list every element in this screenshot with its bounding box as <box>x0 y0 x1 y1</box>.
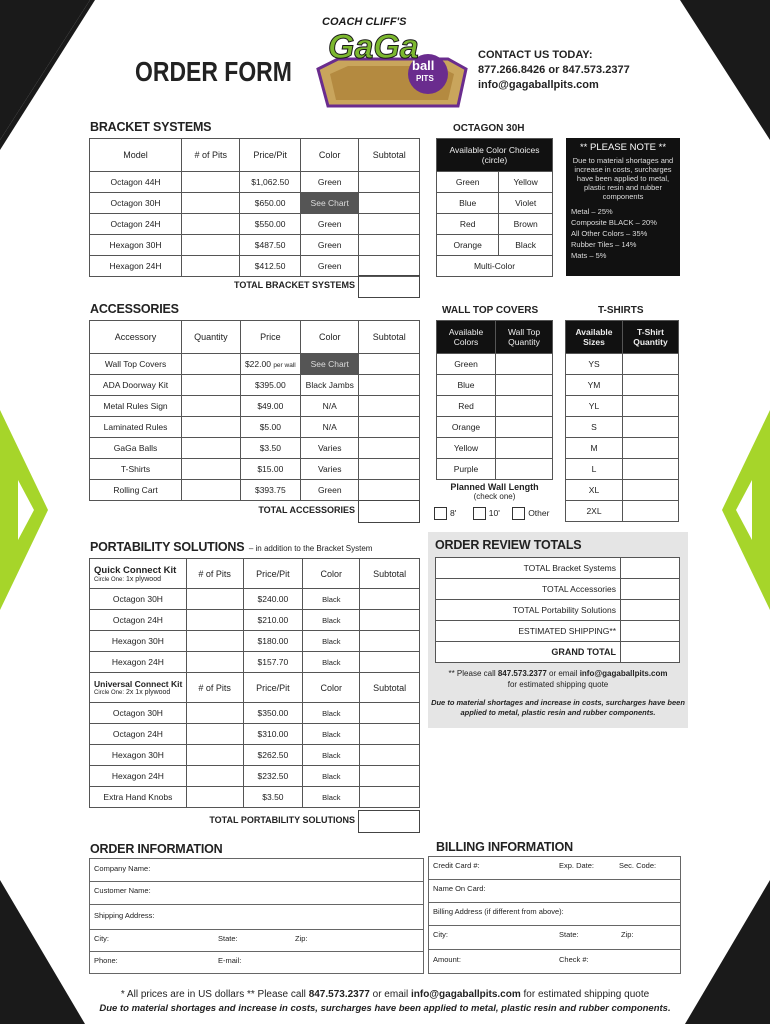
qty-input[interactable] <box>496 375 553 396</box>
table-row: Hexagon 30H $180.00 Black <box>90 631 420 652</box>
subtotal-field[interactable] <box>359 172 420 193</box>
qty-input[interactable] <box>182 417 241 438</box>
checkbox-10[interactable] <box>473 507 486 520</box>
bracket-title: BRACKET SYSTEMS <box>90 120 212 134</box>
total-field[interactable] <box>621 579 680 600</box>
pits-input[interactable] <box>186 703 243 724</box>
zip-field[interactable]: Zip: <box>295 934 308 943</box>
col-subtotal: Subtotal <box>359 139 420 172</box>
accessories-total-label: TOTAL ACCESSORIES <box>258 505 355 515</box>
subtotal-field[interactable] <box>360 787 420 808</box>
table-row: Octagon 30H $350.00 Black <box>90 703 420 724</box>
bracket-table <box>89 138 420 277</box>
pits-input[interactable] <box>186 652 243 673</box>
col-color: Color <box>300 139 358 172</box>
portability-total-label: TOTAL PORTABILITY SOLUTIONS <box>209 815 355 825</box>
qty-input[interactable] <box>182 480 241 501</box>
pits-input[interactable] <box>186 766 243 787</box>
tshirts-table: Available Sizes T-Shirt Quantity YS YM YL S M L XL 2XL <box>565 320 679 522</box>
state-field[interactable]: State: <box>218 934 238 943</box>
table-row: Hexagon 24H $157.70 Black <box>90 652 420 673</box>
qty-input[interactable] <box>496 396 553 417</box>
checkbox-8[interactable] <box>434 507 447 520</box>
qty-input[interactable] <box>496 459 553 480</box>
billing-title: BILLING INFORMATION <box>436 840 573 854</box>
table-row: Octagon 24H $210.00 Black <box>90 610 420 631</box>
note-title: ** PLEASE NOTE ** <box>579 142 667 153</box>
billing-zip-field[interactable]: Zip: <box>621 930 634 939</box>
order-form-title: ORDER FORM <box>135 56 292 87</box>
pits-input[interactable] <box>182 172 240 193</box>
company-field[interactable]: Company Name: <box>94 864 151 873</box>
subtotal-field[interactable] <box>360 589 420 610</box>
order-info-box <box>89 858 424 974</box>
phone-field[interactable]: Phone: <box>94 956 118 965</box>
table-row: Rolling Cart $393.75 Green <box>90 480 420 501</box>
octagon30-title: OCTAGON 30H <box>453 123 525 134</box>
corner-top-right <box>680 0 770 140</box>
subtotal-field[interactable] <box>360 766 420 787</box>
walltop-title: WALL TOP COVERS <box>442 305 539 316</box>
amount-field[interactable]: Amount: <box>433 955 461 964</box>
planned-wall: Planned Wall Length (check one) <box>450 482 539 501</box>
subtotal-field[interactable] <box>359 375 420 396</box>
col-price: Price/Pit <box>240 139 301 172</box>
footer-line-1: * All prices are in US dollars ** Please call 847.573.2377 or email info@gagaballpits.com for estimated shipping quote <box>120 989 650 1000</box>
col-pits: # of Pits <box>182 139 240 172</box>
pits-input[interactable] <box>186 610 243 631</box>
subtotal-field[interactable] <box>359 256 420 277</box>
table-row: T-Shirts $15.00 Varies <box>90 459 420 480</box>
table-row: Metal Rules Sign $49.00 N/A <box>90 396 420 417</box>
table-row: Hexagon 30H $262.50 Black <box>90 745 420 766</box>
table-row: Wall Top Covers $22.00 per wall See Chart <box>90 354 420 375</box>
table-row: Extra Hand Knobs $3.50 Black <box>90 787 420 808</box>
customer-field[interactable]: Customer Name: <box>94 886 151 895</box>
color-option[interactable]: Green <box>437 172 499 193</box>
color-option[interactable]: Multi-Color <box>437 256 553 277</box>
qty-input[interactable] <box>623 417 679 438</box>
color-option[interactable]: Yellow <box>499 172 553 193</box>
note-body: Due to material shortages and increase in costs, surcharges have been applied to metal, plastic resin and rubber components <box>572 156 674 201</box>
total-field[interactable] <box>621 600 680 621</box>
shipping-field[interactable]: Shipping Address: <box>94 911 155 920</box>
checkbox-other[interactable] <box>512 507 525 520</box>
grand-total-field[interactable] <box>621 642 680 663</box>
table-row: Octagon 44H $1,062.50 Green <box>90 172 420 193</box>
subtotal-field[interactable] <box>359 193 420 214</box>
name-on-card-field[interactable]: Name On Card: <box>433 884 486 893</box>
city-field[interactable]: City: <box>94 934 109 943</box>
table-row: Hexagon 24H $412.50 Green <box>90 256 420 277</box>
portability-total-field[interactable] <box>358 810 420 833</box>
portability-heading: PORTABILITY SOLUTIONS – in addition to the Bracket System <box>90 540 373 554</box>
qty-input[interactable] <box>623 375 679 396</box>
table-row: Laminated Rules $5.00 N/A <box>90 417 420 438</box>
table-row: ADA Doorway Kit $395.00 Black Jambs <box>90 375 420 396</box>
table-row: Octagon 24H $310.00 Black <box>90 724 420 745</box>
qty-input[interactable] <box>623 459 679 480</box>
pits-input[interactable] <box>186 631 243 652</box>
accessories-table: Accessory Quantity Price Color Subtotal Wall Top Covers $22.00 per wall See Chart ADA Doorway Kit $395.00 Black Jambs Metal Rules Sign $49.00 N/A Laminated Rules $5.00 N/A GaGa Balls $3.50 Varies T-Shirts $15.00 Varies Rolling Cart $393.75 Green <box>89 320 420 501</box>
subtotal-field[interactable] <box>359 480 420 501</box>
billing-box <box>428 856 681 974</box>
subtotal-field[interactable] <box>360 703 420 724</box>
quick-connect-table: Quick Connect Kit Circle One: 1x plywood # of Pits Price/Pit Color Subtotal Octagon 30H $240.00 Black Octagon 24H $210.00 Black Hexagon 30H $180.00 Black Hexagon 24H $157.70 Black Universal Connect Kit Circle One: 2x 1x plywood # of Pits Price/Pit Color Subtotal Octagon 30H $350.00 Black Octagon 24H $310.00 Black Hexagon 30H $262.50 Black Hexagon 24H $232.50 Black Extra Hand Knobs $3.50 Black <box>89 558 420 808</box>
table-row: Octagon 24H $550.00 Green <box>90 214 420 235</box>
qty-input[interactable] <box>623 438 679 459</box>
pits-input[interactable] <box>186 787 243 808</box>
color-option[interactable]: Blue <box>437 193 499 214</box>
bracket-total-field[interactable] <box>358 275 420 298</box>
contact-email[interactable]: info@gagaballpits.com <box>478 79 599 91</box>
tshirts-title: T-SHIRTS <box>598 305 644 316</box>
pits-input[interactable] <box>186 589 243 610</box>
corner-bottom-right <box>685 880 770 1024</box>
gaga-logo: COACH CLIFF'S GaGa ball PITS <box>308 14 470 114</box>
contact-block <box>478 48 630 93</box>
total-field[interactable] <box>621 621 680 642</box>
qty-input[interactable] <box>623 501 679 522</box>
shipping-note: ** Please call 847.573.2377 or email info@gagaballpits.com for estimated shipping quote <box>448 669 668 689</box>
subtotal-field[interactable] <box>360 631 420 652</box>
exp-field[interactable]: Exp. Date: <box>559 861 595 870</box>
qty-input[interactable] <box>182 354 241 375</box>
qty-input[interactable] <box>496 438 553 459</box>
pits-input[interactable] <box>182 214 240 235</box>
accessories-total-field[interactable] <box>358 500 420 523</box>
subtotal-field[interactable] <box>359 214 420 235</box>
pits-input[interactable] <box>186 724 243 745</box>
subtotal-field[interactable] <box>360 652 420 673</box>
subtotal-field[interactable] <box>359 235 420 256</box>
billing-city-field[interactable]: City: <box>433 930 448 939</box>
subtotal-field[interactable] <box>359 459 420 480</box>
surcharge-note: Due to material shortages and increase in costs, surcharges have been applied to metal, plastic resin and rubber components. <box>431 698 685 717</box>
qty-input[interactable] <box>182 396 241 417</box>
qty-input[interactable] <box>623 354 679 375</box>
please-note-box: ** PLEASE NOTE ** Due to material shortages and increase in costs, surcharges have been applied to metal, plastic resin and rubber components Metal – 25% Composite BLACK – 20% All Other Colors – 35% Rubber Tiles – 14% Mats – 5% <box>566 138 680 276</box>
contact-phone[interactable]: 877.266.8426 or 847.573.2377 <box>478 64 630 76</box>
accessories-title: ACCESSORIES <box>90 302 179 316</box>
qty-input[interactable] <box>496 417 553 438</box>
qty-input[interactable] <box>182 375 241 396</box>
color-option[interactable]: Black <box>499 235 553 256</box>
corner-bottom-left <box>0 880 85 1024</box>
qty-input[interactable] <box>496 354 553 375</box>
octagon-color-table: Available Color Choices (circle) Green Yellow Blue Violet Red Brown Orange Black Multi-Color <box>436 138 553 277</box>
qty-input[interactable] <box>623 480 679 501</box>
subtotal-field[interactable] <box>360 745 420 766</box>
contact-title: CONTACT US TODAY: <box>478 49 593 61</box>
card-field[interactable]: Credit Card #: <box>433 861 480 870</box>
pits-input[interactable] <box>182 193 240 214</box>
sec-code-field[interactable]: Sec. Code: <box>619 861 657 870</box>
qty-input[interactable] <box>623 396 679 417</box>
subtotal-field[interactable] <box>359 438 420 459</box>
pits-input[interactable] <box>182 235 240 256</box>
table-row: Octagon 30H $240.00 Black <box>90 589 420 610</box>
check-field[interactable]: Check #: <box>559 955 589 964</box>
pits-input[interactable] <box>182 256 240 277</box>
color-option[interactable]: Orange <box>437 235 499 256</box>
subtotal-field[interactable] <box>359 354 420 375</box>
wall-length-options: 8' 10' Other <box>434 507 549 520</box>
order-info-title: ORDER INFORMATION <box>90 842 223 856</box>
color-option[interactable]: Red <box>437 214 499 235</box>
table-row: Octagon 30H $650.00 See Chart <box>90 193 420 214</box>
color-option[interactable]: Brown <box>499 214 553 235</box>
footer-line-2: Due to material shortages and increase in costs, surcharges have been applied to metal, plastic resin and rubber components. <box>99 1003 671 1014</box>
table-row: Hexagon 30H $487.50 Green <box>90 235 420 256</box>
qty-input[interactable] <box>182 438 241 459</box>
col-model: Model <box>90 139 182 172</box>
total-field[interactable] <box>621 558 680 579</box>
subtotal-field[interactable] <box>360 724 420 745</box>
qty-input[interactable] <box>182 459 241 480</box>
billing-state-field[interactable]: State: <box>559 930 579 939</box>
review-title: ORDER REVIEW TOTALS <box>435 538 582 552</box>
billing-address-field[interactable]: Billing Address (if different from above): <box>433 907 564 916</box>
review-table: TOTAL Bracket Systems TOTAL Accessories TOTAL Portability Solutions ESTIMATED SHIPPING** GRAND TOTAL <box>435 557 680 663</box>
color-option[interactable]: Violet <box>499 193 553 214</box>
email-field[interactable]: E-mail: <box>218 956 242 965</box>
subtotal-field[interactable] <box>359 417 420 438</box>
pits-input[interactable] <box>186 745 243 766</box>
subtotal-field[interactable] <box>359 396 420 417</box>
table-row: GaGa Balls $3.50 Varies <box>90 438 420 459</box>
bracket-total-label: TOTAL BRACKET SYSTEMS <box>233 280 355 290</box>
subtotal-field[interactable] <box>360 610 420 631</box>
table-row: Hexagon 24H $232.50 Black <box>90 766 420 787</box>
walltop-table: Available Colors Wall Top Quantity Green Blue Red Orange Yellow Purple <box>436 320 553 480</box>
